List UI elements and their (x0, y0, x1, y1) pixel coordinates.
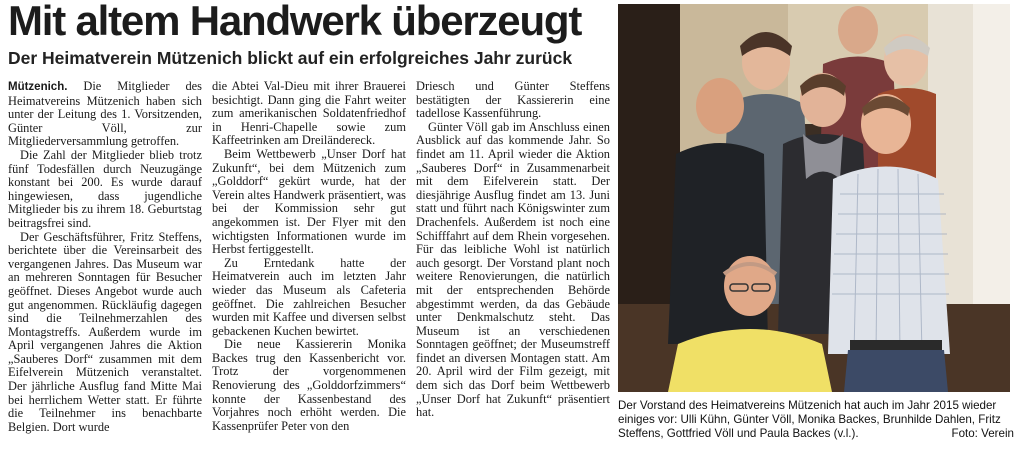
article-body (8, 80, 610, 434)
article-paragraph (8, 80, 202, 149)
article-paragraph: Zu Erntedank hatte der Heimatverein auch im letzten Jahr wieder das Museum als Cafeteria geöffnet. Die zahlreichen Besucher wurden mit Kaffee und diversen selbst gebackenen Kuchen bewirtet. (212, 255, 406, 338)
article-column-3 (416, 80, 610, 434)
group-photo-illustration (618, 4, 1010, 392)
article-paragraph: Die neue Kassiererin Monika Backes trug den Kassenbericht vor. Trotz der vorgenommenen Renovierung des „Golddorfzimmers“ konnte der Kassenbestand des Vorjahres noch erhöht werden. Die Kassenprüfer Peter von den (212, 337, 406, 433)
paragraph-text: Die Mitglieder des Heimatvereins Mützenich haben sich unter der Leitung des 1. Vorsitzenden, Günter Völl, zur Mitgliederversammlung getroffen. (8, 79, 202, 149)
article-paragraph: die Abtei Val-Dieu mit ihrer Brauerei besichtigt. Dann ging die Fahrt weiter zum amerikanischen Soldatenfriedhof in Henri-Chapelle sowie zum Kaffeetrinken am Dreiländereck. (212, 79, 406, 148)
article-column-1 (8, 80, 202, 434)
caption-text: Der Vorstand des Heimatvereins Mützenich hat auch im Jahr 2015 wieder einiges vor: Ulli Kühn, Günter Völl, Monika Backes, Brunhilde Dahlen, Fritz Steffens, Gottfried Völl und Paula Backes (v.l.). (618, 399, 1001, 441)
article-paragraph: Driesch und Günter Steffens bestätigten der Kassiererin eine tadellose Kassenführung. (416, 79, 610, 121)
group-photo (618, 4, 1010, 392)
article-paragraph: Beim Wettbewerb „Unser Dorf hat Zukunft“, bei dem Mützenich zum „Golddorf“ gekürt wurde, hat der Verein altes Handwerk präsentiert, was bei der Kommission sehr gut angekommen ist. Der Flyer mit den wichtigsten Informationen wurde im Herbst fertiggestellt. (212, 146, 406, 257)
photo-credit: Foto: Verein (951, 427, 1014, 441)
subhead-bold: Heimatverein Mützenich (42, 48, 243, 68)
dateline: Mützenich. (8, 81, 68, 93)
article-paragraph: Der Geschäftsführer, Fritz Steffens, berichtete über die Vereinsarbeit des vergangenen Jahres. Das Museum war an mehreren Sonntagen für Besucher geöffnet. Dieses Angebot wurde auch gut angenommen. Rückläufig dagegen sind die Teilnehmerzahlen des Montagstreffs. Außerdem wurde im April vergangenen Jahres die Aktion „Sauberes Dorf“ zusammen mit dem Eifelverein Mützenich veranstaltet. Der jährliche Ausflug fand Mitte Mai bei herrlichem Wetter statt. Er führte die Teilnehmer ins benachbarte Belgien. Dort wurde (8, 229, 202, 434)
headline: Mit altem Handwerk überzeugt (8, 0, 582, 44)
subhead-suffix: blickt auf ein erfolgreiches Jahr zurück (242, 48, 573, 68)
article-paragraph: Günter Völl gab im Anschluss einen Ausblick auf das kommende Jahr. So findet am 11. April wieder die Aktion „Sauberes Dorf“ in Zusammenarbeit mit dem Eifelverein statt. Der diesjährige Ausflug findet am 13. Juni statt und führt nach Königswinter zum Drachenfels. Außerdem ist noch eine Schifffahrt auf dem Rhein vorgesehen. Für das leibliche Wohl ist natürlich auch gesorgt. Der Vorstand plant noch weitere Renovierungen, die natürlich mit der entsprechenden Behörde abgestimmt werden, da das Gebäude unter Denkmalschutz steht. Das Museum ist an verschiedenen Sonntagen geöffnet; der Museumstreff findet an diversen Montagen statt. Am 20. April wird der Film gezeigt, mit dem sich das Dorf beim Wettbewerb „Unser Dorf hat Zukunft“ präsentiert hat. (416, 119, 610, 420)
article-column-2 (212, 80, 406, 434)
photo-caption (618, 399, 1014, 442)
subheadline (8, 46, 572, 70)
subhead-prefix: Der (8, 48, 43, 68)
article-paragraph: Die Zahl der Mitglieder blieb trotz fünf Todesfällen durch Neuzugänge konstant bei 200. Es wurde darauf hingewiesen, dass jugendliche Mitglieder bis zu ihrem 18. Geburtstag beitragsfrei sind. (8, 147, 202, 230)
